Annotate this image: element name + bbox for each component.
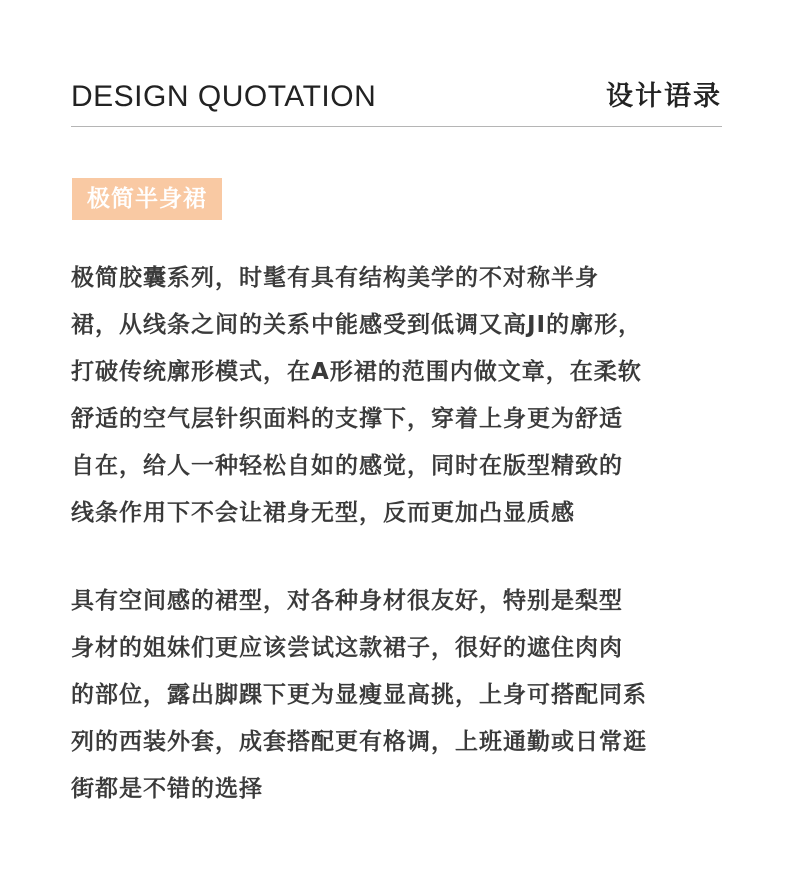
- paragraph-line: 自在，给人一种轻松自如的感觉，同时在版型精致的: [71, 453, 623, 479]
- paragraph-line: 列的西装外套，成套搭配更有格调，上班通勤或日常逛: [71, 729, 647, 755]
- paragraph-line: 身材的姐妹们更应该尝试这款裙子，很好的遮住肉肉: [71, 635, 623, 661]
- paragraph-1: [71, 255, 731, 537]
- paragraph-2: [71, 578, 731, 813]
- paragraph-line: 的部位，露出脚踝下更为显瘦显高挑，上身可搭配同系: [71, 682, 647, 708]
- paragraph-line: 极简胶囊系列，时髦有具有结构美学的不对称半身: [71, 265, 599, 291]
- header: [71, 78, 722, 118]
- paragraph-line: 舒适的空气层针织面料的支撑下，穿着上身更为舒适: [71, 406, 623, 432]
- paragraph-line: 打破传统廓形模式，在A形裙的范围内做文章，在柔软: [71, 359, 642, 385]
- page-title-en: DESIGN QUOTATION: [71, 80, 377, 113]
- paragraph-line: 裙，从线条之间的关系中能感受到低调又高JI的廓形，: [71, 312, 643, 338]
- section-tag: 极简半身裙: [72, 178, 222, 220]
- paragraph-line: 线条作用下不会让裙身无型，反而更加凸显质感: [71, 500, 575, 526]
- paragraph-line: 街都是不错的选择: [71, 776, 263, 802]
- page-title-cn: 设计语录: [606, 81, 722, 112]
- header-divider: [71, 126, 722, 127]
- paragraph-line: 具有空间感的裙型，对各种身材很友好，特别是梨型: [71, 588, 623, 614]
